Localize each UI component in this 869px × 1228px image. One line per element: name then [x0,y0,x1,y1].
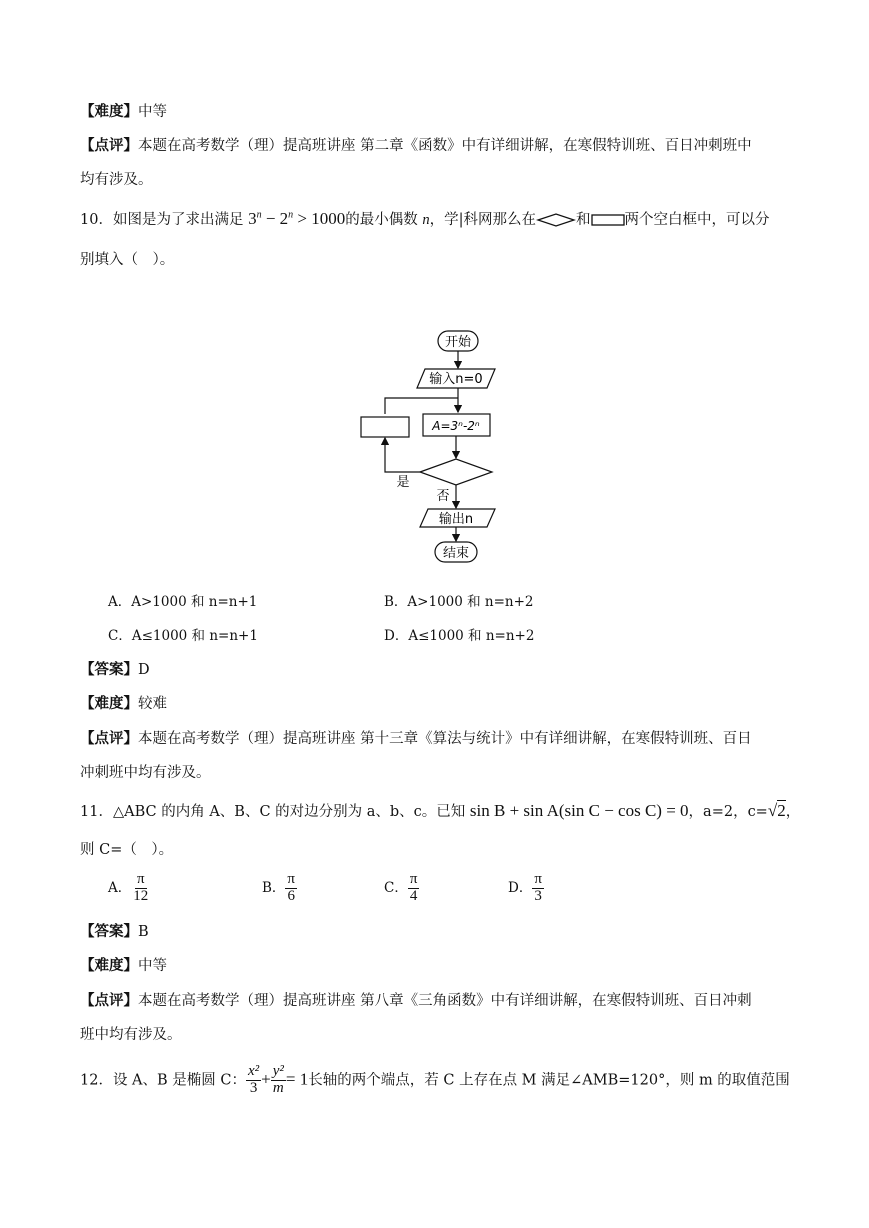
q10-text: 和 [576,212,591,228]
minus-part: − 2 [261,209,289,228]
start-label: 开始 [444,335,472,350]
fraction-x [246,1064,261,1097]
q10-text: ，学|科网那么在 [429,212,536,228]
exponent: n [288,209,294,221]
exponent: n [256,209,262,221]
option-c[interactable] [384,872,419,905]
q10-text: 两个空白框中，可以分 [624,212,770,228]
review-text: 本题在高考数学（理）提高班讲座 第十三章《算法与统计》中有详细讲解，在寒假特训班、百日 [138,731,752,747]
q9-difficulty-line [80,100,167,121]
numerator: x² [248,1063,260,1079]
numerator: π [287,871,295,887]
q10-difficulty-line [80,692,167,713]
answer-label: 【答案】 [80,661,138,678]
option-label: D． [508,879,533,896]
review-label: 【点评】 [80,730,138,747]
q9-review-line [80,134,752,155]
q9-review-line2: 均有涉及。 [80,172,153,188]
numerator: π [136,871,145,887]
difficulty-value: 中等 [138,104,167,120]
q11-stem-line2: 则 C=（ ）。 [80,842,174,858]
end-label: 结束 [442,546,470,561]
denominator: 3 [534,887,542,904]
q10-text: 的最小偶数 [345,212,418,228]
base: 3 [248,209,257,228]
q10-text: 如图是为了求出满足 [112,212,244,228]
option-d[interactable]: D．A≤1000 和 n=n+2 [384,628,535,644]
numerator: π [409,871,418,887]
assign-label: A=3ⁿ-2ⁿ [432,419,480,433]
sqrt-value: 2 [777,801,786,820]
option-label: B． [262,879,286,896]
q10-review-line [80,727,752,748]
option-c[interactable]: C．A≤1000 和 n=n+1 [108,628,258,644]
denominator: 4 [409,887,418,904]
q11-review-line [80,989,752,1010]
difficulty-label: 【难度】 [80,695,138,712]
fraction [285,872,297,905]
output-label: 输出n [438,512,474,527]
blank-decision-node [420,459,492,485]
option-label: A． [108,879,132,896]
question-number: 10． [80,212,113,228]
difficulty-value: 中等 [138,958,167,974]
review-label: 【点评】 [80,992,138,1009]
option-b[interactable] [262,872,297,905]
question-number: 11． [80,804,113,820]
denominator: 6 [287,887,295,904]
option-a[interactable]: A．A>1000 和 n=n+1 [108,594,258,610]
fraction [532,872,544,905]
option-label: C． [384,879,408,896]
denominator: 12 [133,887,149,904]
var-n: n [422,212,430,228]
option-a[interactable] [108,872,150,905]
fraction-y [271,1064,286,1097]
review-text: 本题在高考数学（理）提高班讲座 第八章《三角函数》中有详细讲解，在寒假特训班、百日冲刺 [138,993,752,1009]
diamond-shape-icon [536,213,576,227]
option-d[interactable] [508,872,544,905]
no-label: 否 [436,489,450,504]
numerator: π [534,871,542,887]
difficulty-label: 【难度】 [80,957,138,974]
q12-stem-line1 [80,1064,790,1097]
rhs: > 1000 [293,209,346,228]
q11-stem-line1 [80,800,800,821]
answer-label: 【答案】 [80,923,138,940]
difficulty-label: 【难度】 [80,103,138,120]
denominator: 3 [249,1079,258,1096]
answer-value: D [138,662,150,678]
answer-value: B [138,924,149,940]
input-label: 输入n=0 [429,372,483,387]
fraction [131,872,150,905]
denominator: m [272,1079,284,1096]
q10-answer-line [80,658,150,679]
review-label: 【点评】 [80,137,138,154]
blank-process-node [361,417,409,437]
numerator: y² [272,1063,284,1079]
q12-text: 长轴的两个端点，若 C 上存在点 M 满足∠AMB=120°，则 m 的取值范围 [308,1072,790,1089]
q11-text: △ABC 的内角 A、B、C 的对边分别为 a、b、c。已知 [112,804,466,820]
equals-one: = 1 [285,1069,309,1089]
flowchart [355,328,505,564]
q10-stem-line2: 别填入（ ）。 [80,252,175,268]
sqrt-expression: √2 [767,801,786,820]
equation: sin B + sin A(sin C − cos C) = 0 [469,801,689,820]
fraction [408,872,420,905]
plus-sign: + [261,1069,271,1089]
yes-label: 是 [396,475,410,490]
question-number: 12． [80,1072,113,1089]
q11-text: ，a=2，c= [688,804,768,820]
q11-difficulty-line [80,954,167,975]
q10-stem-line1 [80,208,770,229]
review-text: 本题在高考数学（理）提高班讲座 第二章《函数》中有详细讲解，在寒假特训班、百日冲刺班中 [138,138,752,154]
option-b[interactable]: B．A>1000 和 n=n+2 [384,594,534,610]
q11-text: ， [785,804,801,820]
rectangle-shape-icon [591,213,625,227]
difficulty-value: 较难 [138,696,167,712]
q10-review-line2: 冲刺班中均有涉及。 [80,765,211,781]
q11-answer-line [80,920,149,941]
inequality [248,209,345,228]
q11-review-line2: 班中均有涉及。 [80,1027,182,1043]
q12-text: 设 A、B 是椭圆 C： [112,1072,247,1089]
